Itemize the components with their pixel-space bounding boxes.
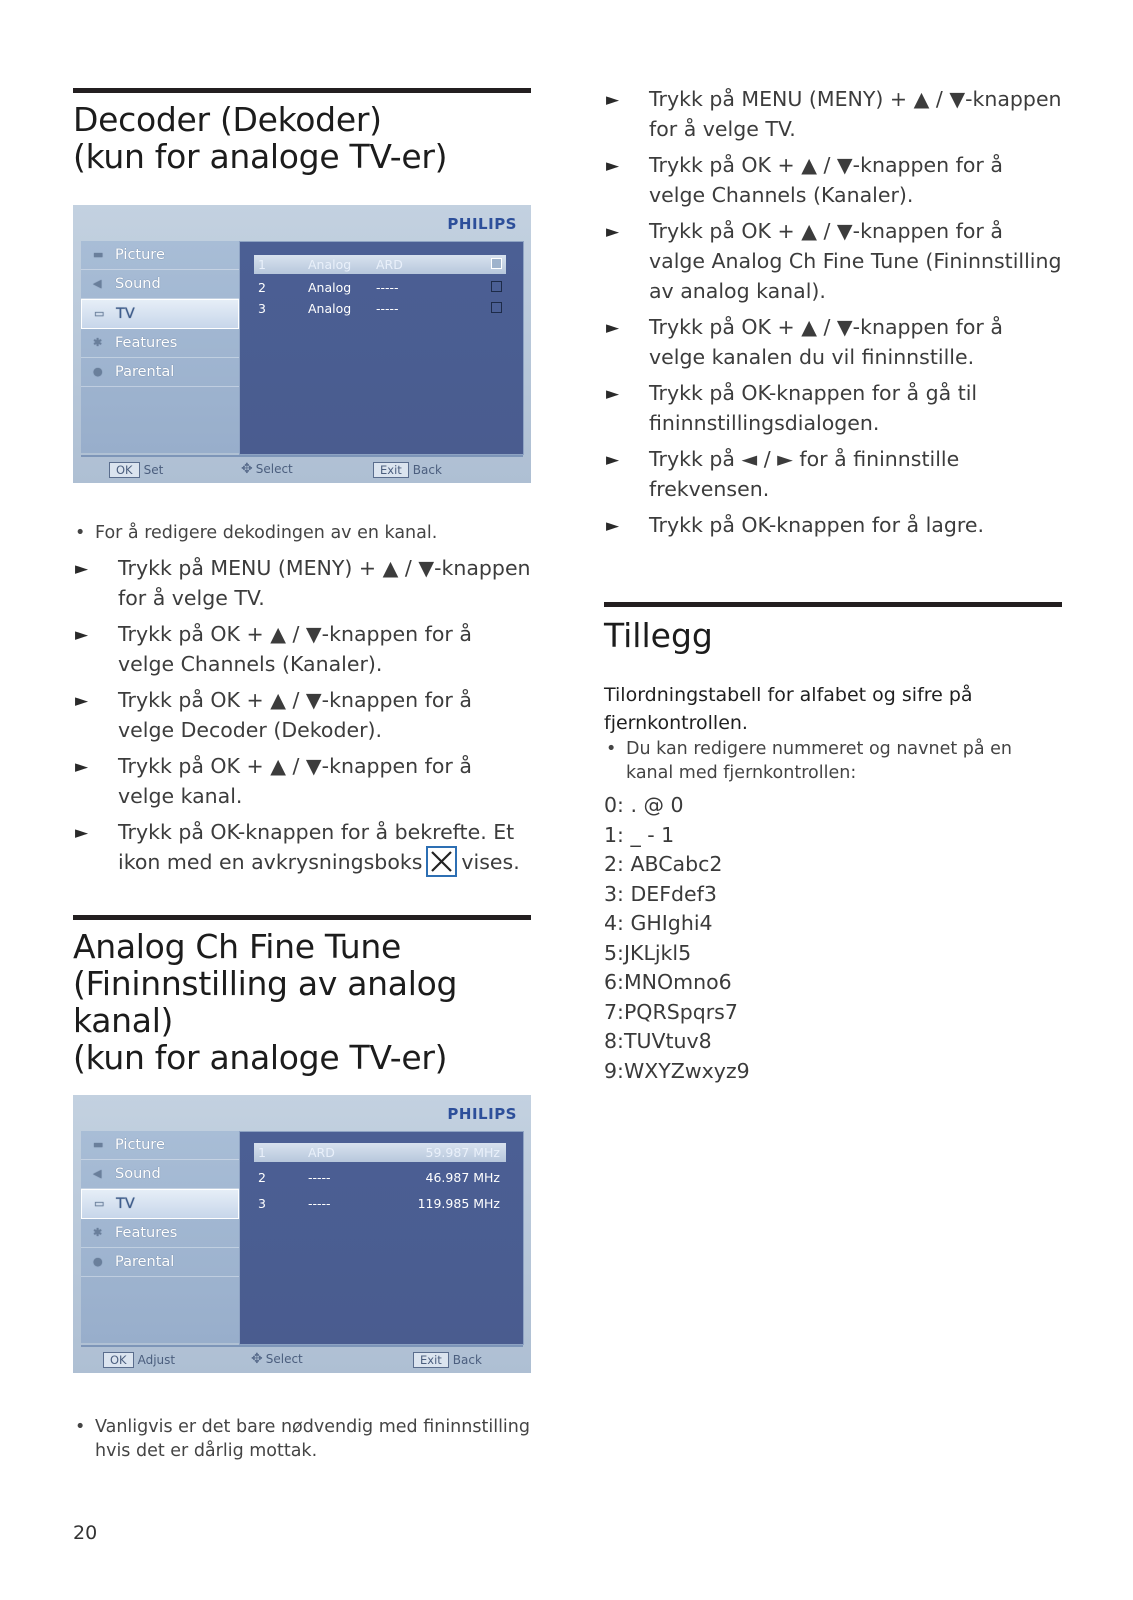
left-column [73,88,531,1463]
tv-menu-item-parental: ● Parental [81,1248,239,1277]
philips-logo: PHILIPS [447,1105,517,1123]
mapping-row: 1: _ - 1 [604,822,675,847]
parental-icon: ● [93,1255,103,1268]
mapping-row: 6:MNOmno6 [604,970,732,994]
channel-row: 1 Analog ARD [254,255,506,274]
arrow-right-icon: ► [75,559,89,579]
mapping-row: 3: DEFdef3 [604,881,717,906]
list-item: ► Trykk på OK-knappen for å gå til fininnstillingsdialogen. [606,381,978,435]
list-item: ► Trykk på MENU (MENY) + ▲ / ▼-knappen for å velge TV. [606,87,1062,141]
decoder-steps [73,553,531,877]
section-rule [604,602,1062,607]
philips-logo: PHILIPS [447,215,517,233]
tv-icon: ▭ [94,307,105,320]
finetune-tv-screenshot [73,1095,531,1373]
arrow-right-icon: ► [75,823,89,843]
arrow-right-icon: ► [606,516,620,536]
arrow-right-icon: ► [606,318,620,338]
mapping-row: 0: . @ 0 [604,793,684,817]
hint-exit: Exit Back [373,462,442,478]
navigation-cross-icon: ✥ [251,1351,263,1367]
tv-icon: ▭ [94,1197,105,1210]
right-column [604,84,1062,1086]
checkbox-checked-icon [426,846,457,877]
mapping-row: 9:WXYZwxyz9 [604,1058,750,1083]
navigation-cross-icon: ✥ [241,461,253,477]
arrow-right-icon: ► [606,384,620,404]
section-rule [73,915,531,920]
tv-menu-item-sound: ◀ Sound [81,1160,239,1189]
picture-icon: ▬ [93,1138,104,1151]
tv-menu-item-picture: ▬ Picture [81,241,239,270]
hint-ok: OK Adjust [103,1352,175,1368]
finetune-bullets [73,1415,531,1463]
list-item: ► Trykk på OK + ▲ / ▼-knappen for å velge Channels (Kanaler). [606,153,1003,207]
tv-channel-panel [239,241,524,455]
list-item: ► Trykk på OK + ▲ / ▼-knappen for å velge kanalen du vil fininnstille. [606,315,1003,369]
list-item: ► Trykk på OK + ▲ / ▼-knappen for å valge Analog Ch Fine Tune (Fininnstilling av analog kanal). [606,219,1062,303]
hint-ok: OK Set [109,462,163,478]
finetune-title: Analog Ch Fine Tune (Fininnstilling av analog kanal) (kun for analoge TV-er) [73,927,458,1077]
picture-icon: ▬ [93,248,104,261]
channel-row: 2 Analog ----- [254,278,506,297]
page-number: 20 [73,1522,98,1544]
tv-menu-item-features: ✱ Features [81,329,239,358]
features-icon: ✱ [93,1226,103,1239]
decoder-title [73,101,531,175]
decoder-tv-screenshot [73,205,531,483]
mapping-row: 2: ABCabc2 [604,852,723,876]
channel-row: 3 ----- 119.985 MHz [258,1196,500,1211]
tv-menu-item-features: ✱ Features [81,1219,239,1248]
parental-icon: ● [93,365,103,378]
decoder-bullets [73,521,531,545]
list-item: ► Trykk på MENU (MENY) + ▲ / ▼-knappen for å velge TV. [75,556,531,610]
section-rule [73,88,531,93]
arrow-right-icon: ► [75,691,89,711]
channel-row: 3 Analog ----- [254,299,506,318]
list-item: ► Trykk på OK + ▲ / ▼-knappen for å velge Decoder (Dekoder). [75,688,472,742]
arrow-right-icon: ► [606,222,620,242]
hint-select: ✥ Select [251,1351,303,1367]
arrow-right-icon: ► [606,450,620,470]
decoder-title-line2: (kun for analoge TV-er) [73,137,448,176]
tv-menu-item-sound: ◀ Sound [81,270,239,299]
tv-menu-item-tv: ▭ TV [81,299,239,329]
tv-bottom-divider [81,1345,523,1347]
hint-exit: Exit Back [413,1352,482,1368]
tillegg-subhead: Tilordningstabell for alfabet og sifre på fjernkontrollen. [604,684,973,734]
mapping-row: 7:PQRSpqrs7 [604,999,738,1024]
decoder-checkbox [491,302,502,313]
tillegg-bullets [604,737,1062,785]
tv-menu-item-picture: ▬ Picture [81,1131,239,1160]
list-item: ► Trykk på ◄ / ► for å fininnstille frekvensen. [606,447,960,501]
list-item: • Vanligvis er det bare nødvendig med fininnstilling hvis det er dårlig mottak. [73,1415,531,1463]
arrow-right-icon: ► [606,156,620,176]
arrow-right-icon: ► [75,625,89,645]
tv-channel-panel [239,1131,524,1345]
channel-row: 2 ----- 46.987 MHz [258,1170,500,1185]
mapping-row: 8:TUVtuv8 [604,1029,712,1053]
sound-icon: ◀ [93,1167,102,1180]
character-mapping-table [604,791,1062,1086]
tv-menu [81,1131,239,1343]
tv-menu-item-parental: ● Parental [81,358,239,387]
list-item: ► Trykk på OK + ▲ / ▼-knappen for å velge kanal. [75,754,472,808]
arrow-right-icon: ► [606,90,620,110]
tv-bottom-divider [81,455,523,457]
mapping-row: 5:JKLjkl5 [604,940,692,965]
tv-menu [81,241,239,453]
list-item: ► Trykk på OK-knappen for å bekrefte. Et ikon med en avkrysningsboks vises. [73,817,531,877]
sound-icon: ◀ [93,277,102,290]
list-item: ► Trykk på OK + ▲ / ▼-knappen for å velge Channels (Kanaler). [75,622,472,676]
hint-select: ✥ Select [241,461,293,477]
decoder-checkbox [491,258,502,269]
finetune-steps [604,84,1062,540]
features-icon: ✱ [93,336,103,349]
list-item: • Du kan redigere nummeret og navnet på en kanal med fjernkontrollen: [604,737,1062,785]
tv-menu-item-tv: ▭ TV [81,1189,239,1219]
arrow-right-icon: ► [75,757,89,777]
decoder-checkbox [491,281,502,292]
mapping-row: 4: GHIghi4 [604,911,713,935]
list-item: ► Trykk på OK-knappen for å lagre. [604,510,1062,540]
decoder-title-line1: Decoder (Dekoder) [73,100,382,139]
tillegg-title: Tillegg [604,616,713,655]
list-item: • For å redigere dekodingen av en kanal. [73,521,531,545]
channel-row: 1 ARD 59.987 MHz [254,1143,506,1162]
